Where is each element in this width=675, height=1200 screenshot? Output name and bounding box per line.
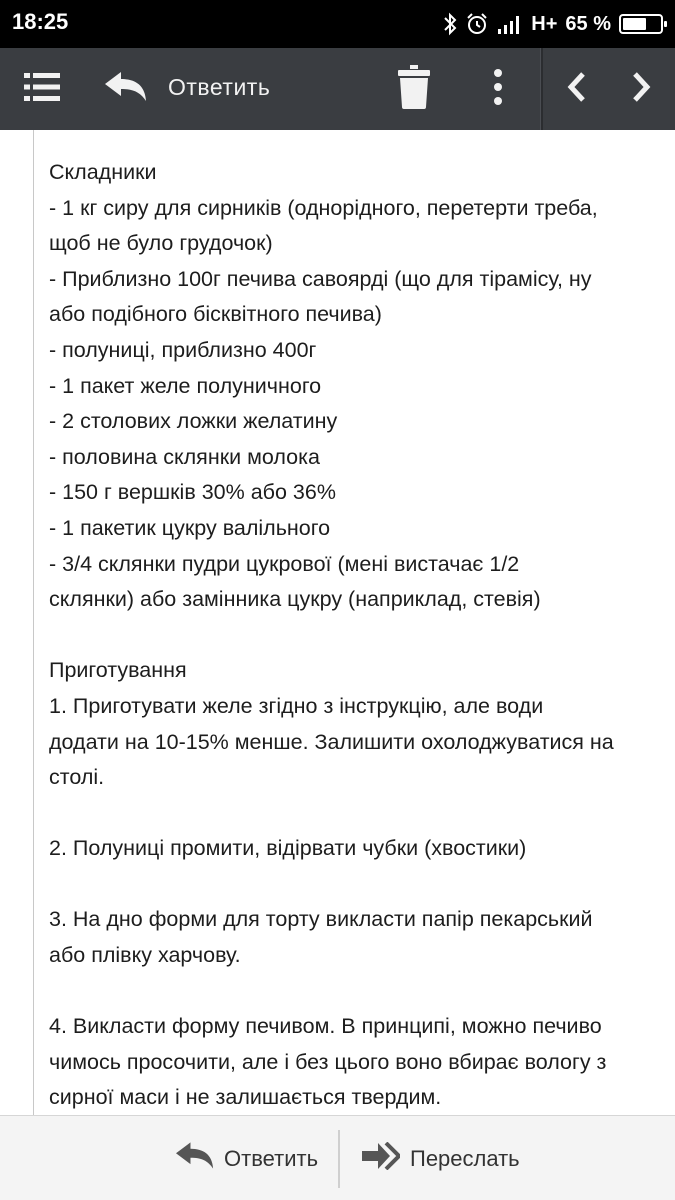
message-line: Складники xyxy=(49,160,157,184)
message-line: 3. На дно форми для торту викласти папір пекарський xyxy=(49,907,593,932)
more-options-button[interactable] xyxy=(478,48,518,130)
message-line: або плівку харчову. xyxy=(49,943,241,968)
forward-icon xyxy=(360,1142,400,1176)
message-line: 1. Приготувати желе згідно з інструкцію, але води xyxy=(49,693,544,718)
message-line: додати на 10-15% менше. Залишити охолоджуватися на xyxy=(49,729,614,754)
message-line: столі. xyxy=(49,765,105,790)
message-line: або подібного бісквітного печива) xyxy=(49,302,382,327)
chevron-right-icon xyxy=(633,72,651,107)
bottom-divider xyxy=(338,1130,340,1188)
blank-line xyxy=(49,974,659,1010)
network-type: H+ xyxy=(531,12,558,35)
blank-line xyxy=(49,618,659,654)
message-line: - половина склянки молока xyxy=(49,444,320,469)
battery-fill xyxy=(623,18,646,30)
previous-message-button[interactable] xyxy=(556,48,596,130)
message-line: - полуниці, приблизно 400г xyxy=(49,337,317,362)
message-line: 4. Викласти форму печивом. В принципі, можно печиво xyxy=(49,1014,602,1039)
menu-icon xyxy=(24,72,60,107)
bottom-reply-button[interactable] xyxy=(176,1116,318,1200)
battery-icon xyxy=(619,14,663,34)
message-line: чимось просочити, але і без цього воно вбирає вологу з xyxy=(49,1049,607,1074)
trash-icon xyxy=(397,65,431,114)
message-line: - 1 кг сиру для сирників (однорідного, перетерти треба, xyxy=(49,195,598,220)
reply-label[interactable]: Ответить xyxy=(168,74,271,100)
battery-text: 65 % xyxy=(565,12,611,35)
forward-label: Переслать xyxy=(410,1145,520,1171)
menu-button[interactable] xyxy=(18,48,66,130)
bottom-action-bar xyxy=(0,1115,675,1200)
more-vert-icon xyxy=(493,68,503,111)
blank-line xyxy=(49,796,659,832)
next-message-button[interactable] xyxy=(622,48,662,130)
reply-icon xyxy=(105,71,147,108)
message-line: - 150 г вершків 30% або 36% xyxy=(49,480,336,505)
message-line: 2. Полуниці промити, відірвати чубки (хвостики) xyxy=(49,836,527,861)
toolbar-divider xyxy=(540,48,543,130)
status-bar xyxy=(0,0,675,48)
message-line: - 1 пакет желе полуничного xyxy=(49,373,322,398)
delete-button[interactable] xyxy=(390,48,438,130)
message-line: сирної маси і не залишається твердим. xyxy=(49,1085,442,1110)
reply-button[interactable] xyxy=(100,48,152,130)
quote-rule xyxy=(33,130,34,1115)
signal-icon xyxy=(497,13,523,35)
message-line: - 1 пакетик цукру валільного xyxy=(49,515,331,540)
message-body xyxy=(49,155,659,1115)
bluetooth-icon xyxy=(443,12,457,36)
message-line: - Приблизно 100г печива савоярді (що для тірамісу, ну xyxy=(49,266,592,291)
forward-button[interactable] xyxy=(360,1116,520,1200)
chevron-left-icon xyxy=(567,72,585,107)
blank-line xyxy=(49,867,659,903)
status-time: 18:25 xyxy=(12,9,69,34)
bottom-reply-label: Ответить xyxy=(224,1145,319,1171)
message-content[interactable] xyxy=(0,130,675,1115)
alarm-icon xyxy=(465,12,489,36)
toolbar xyxy=(0,48,675,130)
reply-icon xyxy=(176,1141,214,1177)
message-line: склянки) або замінника цукру (наприклад, стевія) xyxy=(49,587,541,612)
message-line: щоб не було грудочок) xyxy=(49,231,273,256)
message-line: - 2 столових ложки желатину xyxy=(49,409,338,434)
message-line: Приготування xyxy=(49,658,187,683)
status-indicators xyxy=(443,9,663,39)
message-line: - 3/4 склянки пудри цукрової (мені вистачає 1/2 xyxy=(49,551,520,576)
